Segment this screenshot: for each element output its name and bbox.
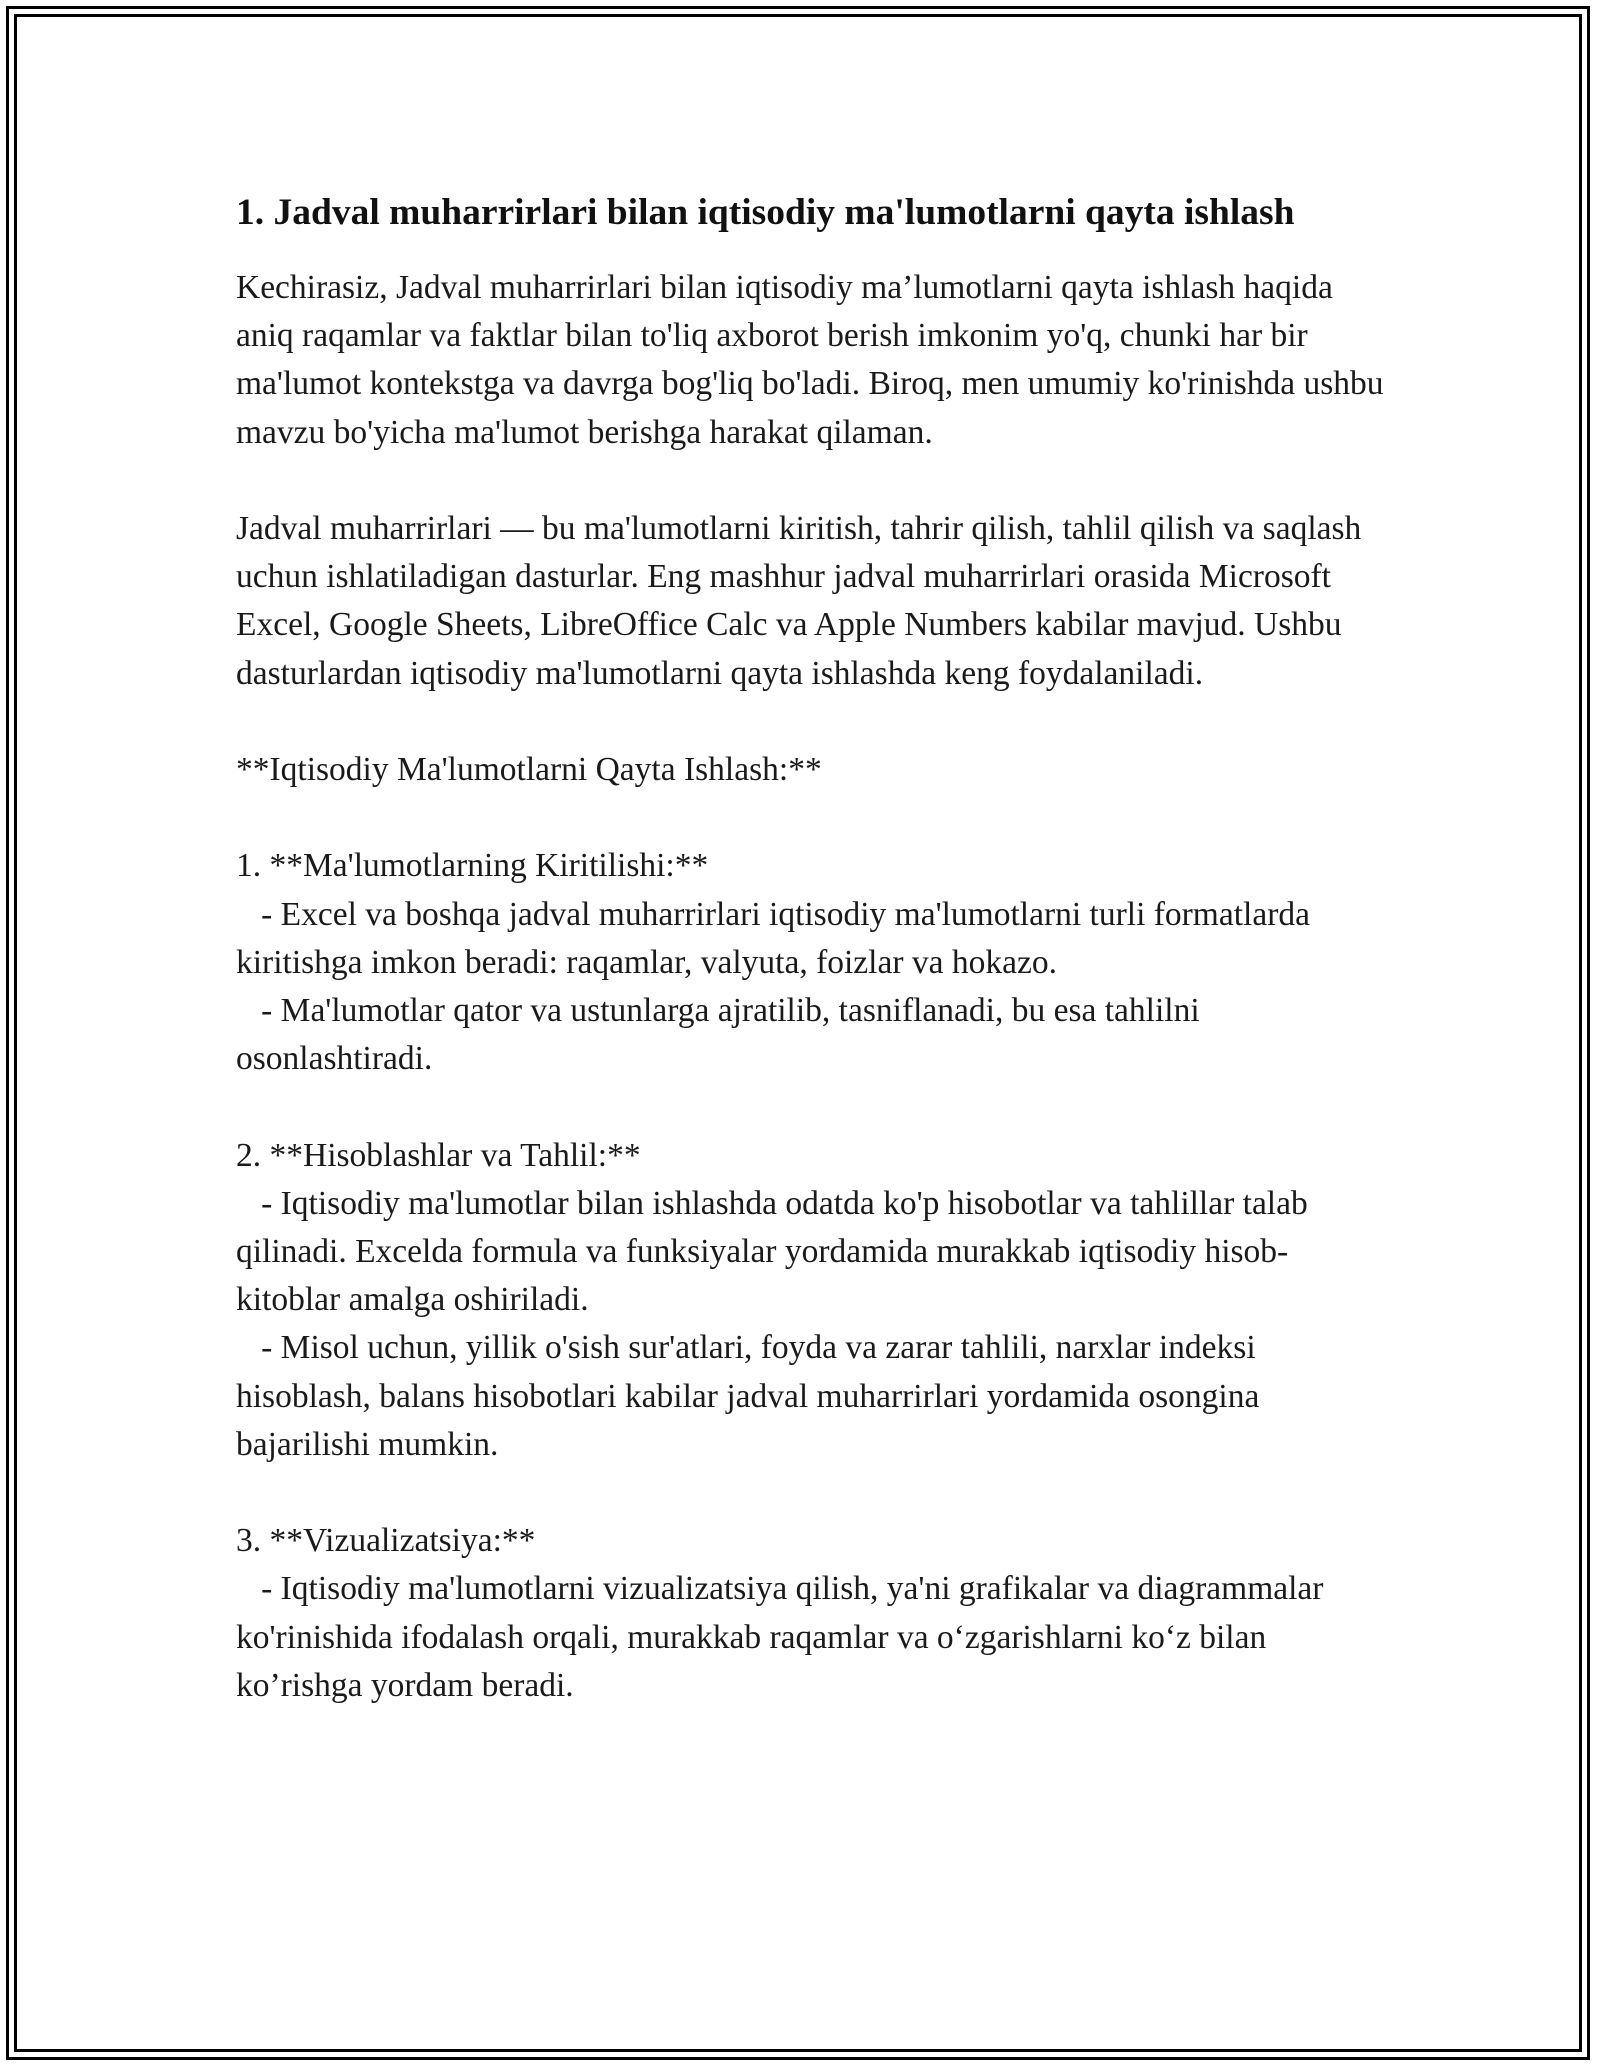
paragraph-gap <box>236 1083 1386 1131</box>
list-item-visualization: 3. **Vizualizatsiya:** - Iqtisodiy ma'lumotlarni vizualizatsiya qilish, ya'ni grafikalar va diagrammalar ko'rinishida ifodalash orqali, murakkab raqamlar va o‘zgarishlarni ko‘z bilan ko’rishga yordam beradi. <box>236 1522 1324 1704</box>
paragraph-gap <box>236 794 1386 842</box>
list-item-calculations: 2. **Hisoblashlar va Tahlil:** - Iqtisodiy ma'lumotlar bilan ishlashda odatda ko'p hisobotlar va tahlillar talab qilinadi. Excelda formula va funksiyalar yordamida murakkab iqtisodiy hisob-kitoblar amalga oshiriladi. - Misol uchun, yillik o'sish sur'atlari, foyda va zarar tahlili, narxlar indeksi hisoblash, balans hisobotlari kabilar jadval muharrirlari yordamida osongina bajarilishi mumkin. <box>236 1136 1308 1463</box>
paragraph-gap <box>236 698 1386 746</box>
paragraph-intro: Kechirasiz, Jadval muharrirlari bilan iqtisodiy ma’lumotlarni qayta ishlash haqida aniq raqamlar va faktlar bilan to'liq axborot berish imkonim yo'q, chunki har bir ma'lumot kontekstga va davrga bog'liq bo'ladi. Biroq, men umumiy ko'rinishda ushbu mavzu bo'yicha ma'lumot berishga harakat qilaman. <box>236 269 1392 451</box>
paragraph-gap <box>236 457 1386 505</box>
paragraph-gap <box>236 1469 1386 1517</box>
list-item-data-entry: 1. **Ma'lumotlarning Kiritilishi:** - Excel va boshqa jadval muharrirlari iqtisodiy ma'lumotlarni turli formatlarda kiritishga imkon beradi: raqamlar, valyuta, foizlar va hokazo. - Ma'lumotlar qator va ustunlarga ajratilib, tasniflanadi, bu esa tahlilni osonlashtiradi. <box>236 847 1310 1078</box>
paragraph-definition: Jadval muharrirlari — bu ma'lumotlarni kiritish, tahrir qilish, tahlil qilish va saqlash uchun ishlatiladigan dasturlar. Eng mashhur jadval muharrirlari orasida Microsoft Excel, Google Sheets, LibreOffice Calc va Apple Numbers kabilar mavjud. Ushbu dasturlardan iqtisodiy ma'lumotlarni qayta ishlashda keng foydalaniladi. <box>236 510 1370 692</box>
document-body <box>236 186 1392 1710</box>
section-heading: **Iqtisodiy Ma'lumotlarni Qayta Ishlash:** <box>236 751 822 788</box>
document-title: 1. Jadval muharrirlari bilan iqtisodiy ma'lumotlarni qayta ishlash <box>236 192 1295 233</box>
